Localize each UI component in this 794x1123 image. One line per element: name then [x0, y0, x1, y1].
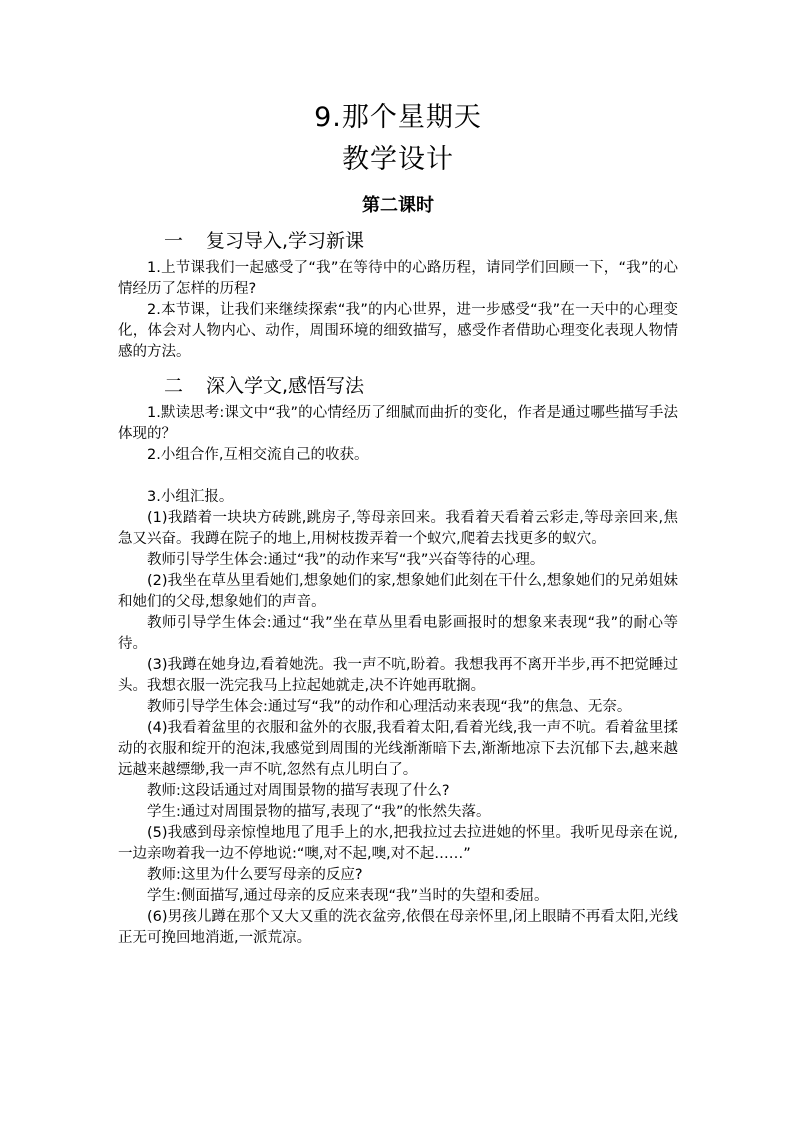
paragraph: (6)男孩儿蹲在那个又大又重的洗衣盆旁,依偎在母亲怀里,闭上眼睛不再看太阳,光线正无可挽回地消逝,一派荒凉。 — [118, 909, 678, 946]
paragraph: 2.本节课，让我们来继续探索“我”的内心世界，进一步感受“我”在一天中的心理变化，体会对人物内心、动作，周围环境的细致描写，感受作者借助心理变化表现人物情感的方法。 — [118, 302, 678, 360]
paragraph: 教师引导学生体会:通过“我”的动作来写“我”兴奋等待的心理。 — [147, 552, 545, 568]
paragraph: (5)我感到母亲惊惶地甩了甩手上的水,把我拉过去拉进她的怀里。我听见母亲在说,一边亲吻着我一边不停地说:“噢,对不起,噢,对不起……” — [118, 825, 678, 862]
paragraph: (2)我坐在草丛里看她们,想象她们的家,想象她们此刻在干什么,想象她们的兄弟姐妹和她们的父母,想象她们的声音。 — [118, 573, 678, 610]
paragraph: 教师:这段话通过对周围景物的描写表现了什么? — [147, 783, 450, 799]
paragraph: 教师:这里为什么要写母亲的反应? — [147, 867, 363, 883]
blank-line — [118, 466, 678, 487]
section-deep-reading — [118, 373, 678, 949]
section-heading — [118, 373, 678, 399]
paragraph: (1)我踏着一块块方砖跳,跳房子,等母亲回来。我看着天看着云彩走,等母亲回来,焦急又兴奋。我蹲在院子的地上,用树枝拨弄着一个蚁穴,爬着去找更多的蚁穴。 — [118, 510, 678, 547]
section-review — [118, 228, 678, 363]
paragraph: 1.上节课我们一起感受了“我”在等待中的心路历程，请同学们回顾一下，“我”的心情经历了怎样的历程? — [118, 260, 678, 297]
paragraph: 2.小组合作,互相交流自己的收获。 — [147, 447, 369, 463]
paragraph: 1.默读思考:课文中“我”的心情经历了细腻而曲折的变化，作者是通过哪些描写手法体现的？ — [118, 405, 678, 442]
document-title: 9.那个星期天 — [314, 102, 482, 133]
paragraph: (4)我看着盆里的衣服和盆外的衣服,我看着太阳,看着光线,我一声不吭。看着盆里揉动的衣服和绽开的泡沫,我感觉到周围的光线渐渐暗下去,渐渐地凉下去沉郁下去,越来越远越来越缥缈,我一声不吭,忽然有点儿明白了。 — [118, 720, 678, 778]
section-heading — [118, 228, 678, 254]
section-number: 二 — [164, 375, 184, 397]
paragraph: 学生:侧面描写,通过母亲的反应来表现“我”当时的失望和委屈。 — [147, 888, 549, 904]
section-number: 一 — [164, 230, 184, 252]
document-subtitle: 教学设计 — [342, 144, 454, 175]
paragraph: 教师引导学生体会:通过“我”坐在草丛里看电影画报时的想象来表现“我”的耐心等待。 — [118, 615, 678, 652]
paragraph: 3.小组汇报。 — [147, 489, 234, 505]
section-title: 深入学文,感悟写法 — [206, 375, 365, 397]
section-title: 复习导入,学习新课 — [206, 230, 365, 252]
paragraph: 学生:通过对周围景物的描写,表现了“我”的怅然失落。 — [147, 804, 491, 820]
document-page — [118, 100, 678, 949]
lesson-label: 第二课时 — [362, 195, 434, 216]
paragraph: (3)我蹲在她身边,看着她洗。我一声不吭,盼着。我想我再不离开半步,再不把觉睡过头。我想衣服一洗完我马上拉起她就走,决不许她再耽搁。 — [118, 657, 678, 694]
paragraph: 教师引导学生体会:通过写“我”的动作和心理活动来表现“我”的焦急、无奈。 — [147, 699, 632, 715]
